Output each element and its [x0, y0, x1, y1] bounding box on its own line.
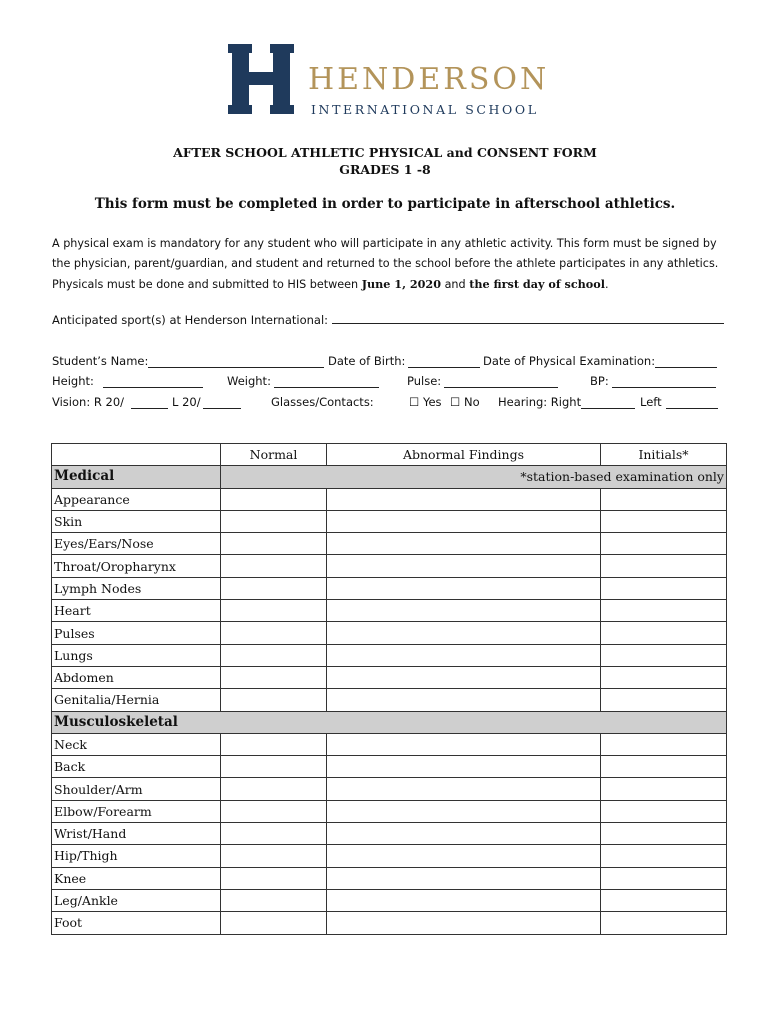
exam-item-label: Shoulder/Arm: [52, 778, 221, 800]
logo-subtitle: INTERNATIONAL SCHOOL: [311, 102, 539, 117]
bp-field[interactable]: [612, 375, 716, 388]
table-row: [52, 510, 727, 532]
initials-cell[interactable]: [601, 733, 727, 755]
exam-item-label: Skin: [52, 510, 221, 532]
initials-cell[interactable]: [601, 756, 727, 778]
table-row: [52, 823, 727, 845]
glasses-yes-checkbox[interactable]: ☐ Yes: [409, 395, 442, 409]
table-row: [52, 533, 727, 555]
table-row: [52, 756, 727, 778]
initials-cell[interactable]: [601, 666, 727, 688]
exam-item-label: Neck: [52, 733, 221, 755]
pulse-field[interactable]: [444, 375, 558, 388]
glasses-no-checkbox[interactable]: ☐ No: [450, 395, 480, 409]
anticipated-sports-row: [52, 311, 724, 327]
school-logo: [228, 44, 548, 119]
section-row: [52, 466, 727, 488]
height-label: Height:: [52, 374, 94, 388]
initials-cell[interactable]: [601, 823, 727, 845]
exam-item-label: Knee: [52, 867, 221, 889]
col-initials-header: Initials*: [601, 444, 727, 466]
col-abnormal-header: Abnormal Findings: [327, 444, 601, 466]
hearing-left-field[interactable]: [666, 396, 718, 409]
abnormal-findings-cell[interactable]: [327, 889, 601, 911]
exam-item-label: Pulses: [52, 622, 221, 644]
logo-brand-name: HENDERSON: [308, 62, 550, 97]
station-note: *station-based examination only: [221, 466, 727, 488]
exam-item-label: Appearance: [52, 488, 221, 510]
abnormal-findings-cell[interactable]: [327, 644, 601, 666]
normal-cell[interactable]: [221, 823, 327, 845]
height-field[interactable]: [103, 375, 203, 388]
abnormal-findings-cell[interactable]: [327, 756, 601, 778]
normal-cell[interactable]: [221, 488, 327, 510]
exam-item-label: Eyes/Ears/Nose: [52, 533, 221, 555]
initials-cell[interactable]: [601, 845, 727, 867]
normal-cell[interactable]: [221, 600, 327, 622]
abnormal-findings-cell[interactable]: [327, 778, 601, 800]
exam-item-label: Heart: [52, 600, 221, 622]
initials-cell[interactable]: [601, 600, 727, 622]
abnormal-findings-cell[interactable]: [327, 800, 601, 822]
initials-cell[interactable]: [601, 488, 727, 510]
intro-period: .: [604, 278, 609, 291]
normal-cell[interactable]: [221, 912, 327, 934]
glasses-label: Glasses/Contacts:: [271, 395, 374, 409]
henderson-h-mark-icon: [228, 44, 294, 114]
bp-label: BP:: [590, 374, 609, 388]
exam-item-label: Lymph Nodes: [52, 577, 221, 599]
initials-cell[interactable]: [601, 867, 727, 889]
abnormal-findings-cell[interactable]: [327, 577, 601, 599]
anticipated-sports-field[interactable]: [332, 311, 724, 324]
abnormal-findings-cell[interactable]: [327, 912, 601, 934]
intro-and: and: [441, 278, 470, 291]
normal-cell[interactable]: [221, 666, 327, 688]
form-notice: This form must be completed in order to participate in afterschool athletics.: [94, 196, 676, 212]
normal-cell[interactable]: [221, 889, 327, 911]
section-label: Musculoskeletal: [52, 711, 727, 733]
initials-cell[interactable]: [601, 800, 727, 822]
abnormal-findings-cell[interactable]: [327, 845, 601, 867]
table-row: [52, 644, 727, 666]
dob-label: Date of Birth:: [328, 354, 406, 368]
exam-item-label: Genitalia/Hernia: [52, 689, 221, 711]
normal-cell[interactable]: [221, 622, 327, 644]
normal-cell[interactable]: [221, 867, 327, 889]
exam-item-label: Leg/Ankle: [52, 889, 221, 911]
date-end: the first day of school: [469, 277, 605, 291]
table-row: [52, 733, 727, 755]
normal-cell[interactable]: [221, 845, 327, 867]
weight-field[interactable]: [274, 375, 379, 388]
initials-cell[interactable]: [601, 689, 727, 711]
anticipated-sports-label: Anticipated sport(s) at Henderson International:: [52, 313, 329, 327]
hearing-right-field[interactable]: [581, 396, 635, 409]
abnormal-findings-cell[interactable]: [327, 510, 601, 532]
exam-item-label: Elbow/Forearm: [52, 800, 221, 822]
normal-cell[interactable]: [221, 533, 327, 555]
abnormal-findings-cell[interactable]: [327, 823, 601, 845]
table-row: [52, 912, 727, 934]
initials-cell[interactable]: [601, 889, 727, 911]
form-grades: GRADES 1 -8: [339, 162, 431, 177]
table-header-row: [52, 444, 727, 466]
table-row: [52, 666, 727, 688]
table-row: [52, 800, 727, 822]
hearing-left-label: Left: [640, 395, 662, 409]
vision-left-label: L 20/: [172, 395, 201, 409]
initials-cell[interactable]: [601, 778, 727, 800]
initials-cell[interactable]: [601, 644, 727, 666]
normal-cell[interactable]: [221, 778, 327, 800]
date-start: June 1, 2020: [361, 277, 442, 291]
abnormal-findings-cell[interactable]: [327, 733, 601, 755]
normal-cell[interactable]: [221, 555, 327, 577]
normal-cell[interactable]: [221, 577, 327, 599]
weight-label: Weight:: [227, 374, 271, 388]
intro-text: A physical exam is mandatory for any student who will participate in any athletic activity. This form must be signed by the physician, parent/guardian, and student and returned to the school before the athlete participates in any athletics. Physicals must be done and submitted to HIS between: [52, 237, 719, 291]
normal-cell[interactable]: [221, 689, 327, 711]
form-title: AFTER SCHOOL ATHLETIC PHYSICAL and CONSENT FORM: [173, 145, 597, 160]
normal-cell[interactable]: [221, 644, 327, 666]
exam-table: [51, 443, 727, 935]
table-row: [52, 555, 727, 577]
section-row: [52, 711, 727, 733]
abnormal-findings-cell[interactable]: [327, 533, 601, 555]
table-row: [52, 889, 727, 911]
abnormal-findings-cell[interactable]: [327, 600, 601, 622]
abnormal-findings-cell[interactable]: [327, 555, 601, 577]
table-row: [52, 577, 727, 599]
initials-cell[interactable]: [601, 555, 727, 577]
table-row: [52, 689, 727, 711]
normal-cell[interactable]: [221, 733, 327, 755]
vision-right-field[interactable]: [131, 396, 168, 409]
vision-right-label: Vision: R 20/: [52, 395, 125, 409]
section-label: Medical: [52, 466, 221, 488]
table-row: [52, 600, 727, 622]
table-row: [52, 488, 727, 510]
abnormal-findings-cell[interactable]: [327, 488, 601, 510]
table-row: [52, 845, 727, 867]
exam-item-label: Foot: [52, 912, 221, 934]
initials-cell[interactable]: [601, 912, 727, 934]
pulse-label: Pulse:: [407, 374, 442, 388]
abnormal-findings-cell[interactable]: [327, 867, 601, 889]
exam-date-label: Date of Physical Examination:: [483, 354, 656, 368]
intro-paragraph: [52, 234, 722, 295]
normal-cell[interactable]: [221, 756, 327, 778]
abnormal-findings-cell[interactable]: [327, 689, 601, 711]
initials-cell[interactable]: [601, 510, 727, 532]
exam-item-label: Back: [52, 756, 221, 778]
vision-left-field[interactable]: [203, 396, 241, 409]
initials-cell[interactable]: [601, 622, 727, 644]
normal-cell[interactable]: [221, 800, 327, 822]
hearing-right-label: Hearing: Right: [498, 395, 582, 409]
exam-item-label: Throat/Oropharynx: [52, 555, 221, 577]
student-name-field[interactable]: [148, 355, 324, 368]
exam-item-label: Abdomen: [52, 666, 221, 688]
abnormal-findings-cell[interactable]: [327, 666, 601, 688]
exam-item-label: Hip/Thigh: [52, 845, 221, 867]
abnormal-findings-cell[interactable]: [327, 622, 601, 644]
exam-table-body: [52, 444, 727, 935]
exam-item-label: Wrist/Hand: [52, 823, 221, 845]
initials-cell[interactable]: [601, 577, 727, 599]
exam-item-label: Lungs: [52, 644, 221, 666]
dob-field[interactable]: [408, 355, 480, 368]
student-name-label: Student’s Name:: [52, 354, 149, 368]
table-row: [52, 867, 727, 889]
table-row: [52, 622, 727, 644]
table-row: [52, 778, 727, 800]
normal-cell[interactable]: [221, 510, 327, 532]
col-normal-header: Normal: [221, 444, 327, 466]
initials-cell[interactable]: [601, 533, 727, 555]
header-blank-cell: [52, 444, 221, 466]
exam-date-field[interactable]: [655, 355, 717, 368]
